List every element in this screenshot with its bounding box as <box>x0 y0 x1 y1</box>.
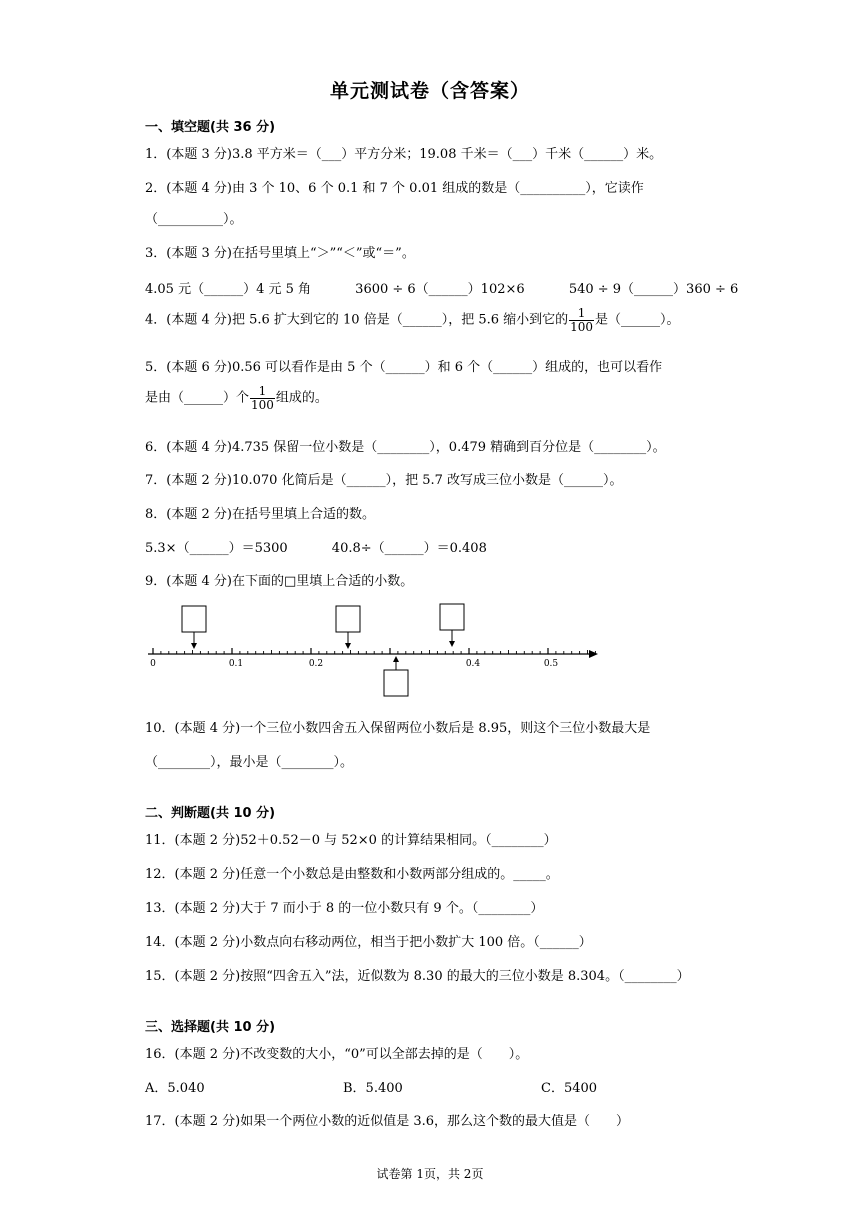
number-line-arrow <box>589 650 598 658</box>
section-fill-in: 一、填空题(共 36 分) <box>145 120 276 135</box>
answer-box-3[interactable] <box>440 604 464 630</box>
question-10: 10．(本题 4 分)一个三位小数四舍五入保留两位小数后是 8.95，则这个三位小数最大是 <box>145 721 651 736</box>
page-title: 单元测试卷（含答案） <box>329 80 530 102</box>
question-9: 9．(本题 4 分)在下面的□里填上合适的小数。 <box>145 574 414 589</box>
question-3: 3．(本题 3 分)在括号里填上“＞”“＜”或“＝”。 <box>145 246 415 261</box>
question-1: 1．(本题 3 分)3.8 平方米＝（___）平方分米；19.08 千米＝（___）千米（______）米。 <box>145 147 663 162</box>
q5-text-b: 是由（______）个 <box>145 390 250 406</box>
question-8-items <box>145 537 487 556</box>
number-line-figure <box>140 598 610 698</box>
question-13: 13．(本题 2 分)大于 7 而小于 8 的一位小数只有 9 个。（________） <box>145 901 544 916</box>
arrow-down-icon <box>449 641 455 647</box>
arrow-down-icon <box>191 643 197 649</box>
option-c[interactable]: C．5400 <box>541 1081 598 1096</box>
tick-label-0-4: 0.4 <box>465 659 481 669</box>
answer-box-1[interactable] <box>182 606 206 632</box>
tick-label-0-5: 0.5 <box>543 659 559 669</box>
question-5-cont <box>145 385 328 411</box>
question-7: 7．(本题 2 分)10.070 化简后是（______），把 5.7 改写成三位小数是（______）。 <box>145 473 623 488</box>
arrow-down-icon <box>345 643 351 649</box>
option-a[interactable]: A．5.040 <box>145 1081 205 1096</box>
section-true-false: 二、判断题(共 10 分) <box>145 806 276 821</box>
question-3-items <box>145 278 738 297</box>
fraction-1-100-q5: $\frac{1}{100}$ <box>251 384 274 412</box>
question-10-cont: （________），最小是（________）。 <box>145 755 354 770</box>
q4-text-a: 4．(本题 4 分)把 5.6 扩大到它的 10 倍是（______），把 5.6 缩小到它的 <box>145 312 569 328</box>
question-2-cont: （__________）。 <box>145 212 243 227</box>
q4-text-b: 是（______）。 <box>595 312 680 328</box>
question-14: 14．(本题 2 分)小数点向右移动两位，相当于把小数扩大 100 倍。（______） <box>145 935 592 950</box>
arrow-up-icon <box>393 656 399 662</box>
tick-label-0: 0 <box>150 659 156 669</box>
fraction-1-100: $\frac{1}{100}$ <box>570 306 594 334</box>
question-6: 6．(本题 4 分)4.735 保留一位小数是（________），0.479 精确到百分位是（________）。 <box>145 440 666 455</box>
q3-item-3: 540 ÷ 9（______）360 ÷ 6 <box>568 282 739 297</box>
question-8: 8．(本题 2 分)在括号里填上合适的数。 <box>145 507 375 522</box>
tick-label-0-2: 0.2 <box>308 659 324 669</box>
q8-item-1: 5.3×（______）＝5300 <box>145 541 288 556</box>
answer-box-2[interactable] <box>336 606 360 632</box>
question-15: 15．(本题 2 分)按照“四舍五入”法，近似数为 8.30 的最大的三位小数是 8.304。（________） <box>145 969 690 984</box>
question-11: 11．(本题 2 分)52＋0.52－0 与 52×0 的计算结果相同。（________） <box>145 833 557 848</box>
question-2: 2．(本题 4 分)由 3 个 10、6 个 0.1 和 7 个 0.01 组成的数是（__________），它读作 <box>145 181 644 196</box>
question-17: 17．(本题 2 分)如果一个两位小数的近似值是 3.6，那么这个数的最大值是（ ） <box>145 1114 630 1129</box>
q3-item-1: 4.05 元（______）4 元 5 角 <box>145 282 312 297</box>
number-line-ticks <box>153 648 595 654</box>
q5-text-c: 组成的。 <box>275 390 328 406</box>
question-5: 5．(本题 6 分)0.56 可以看作是由 5 个（______）和 6 个（______）组成的，也可以看作 <box>145 360 663 375</box>
tick-label-0-1: 0.1 <box>228 659 244 669</box>
q3-item-2: 3600 ÷ 6（______）102×6 <box>355 282 525 297</box>
question-12: 12．(本题 2 分)任意一个小数总是由整数和小数两部分组成的。_____。 <box>145 867 559 882</box>
option-b[interactable]: B．5.400 <box>343 1081 403 1096</box>
answer-box-4[interactable] <box>384 670 408 696</box>
question-4 <box>145 307 680 333</box>
q8-item-2: 40.8÷（______）＝0.408 <box>331 541 487 556</box>
page-footer: 试卷第 1页，共 2页 <box>376 1167 484 1181</box>
question-16: 16．(本题 2 分)不改变数的大小，“0”可以全部去掉的是（ ）。 <box>145 1047 529 1062</box>
section-multiple-choice: 三、选择题(共 10 分) <box>145 1020 276 1035</box>
